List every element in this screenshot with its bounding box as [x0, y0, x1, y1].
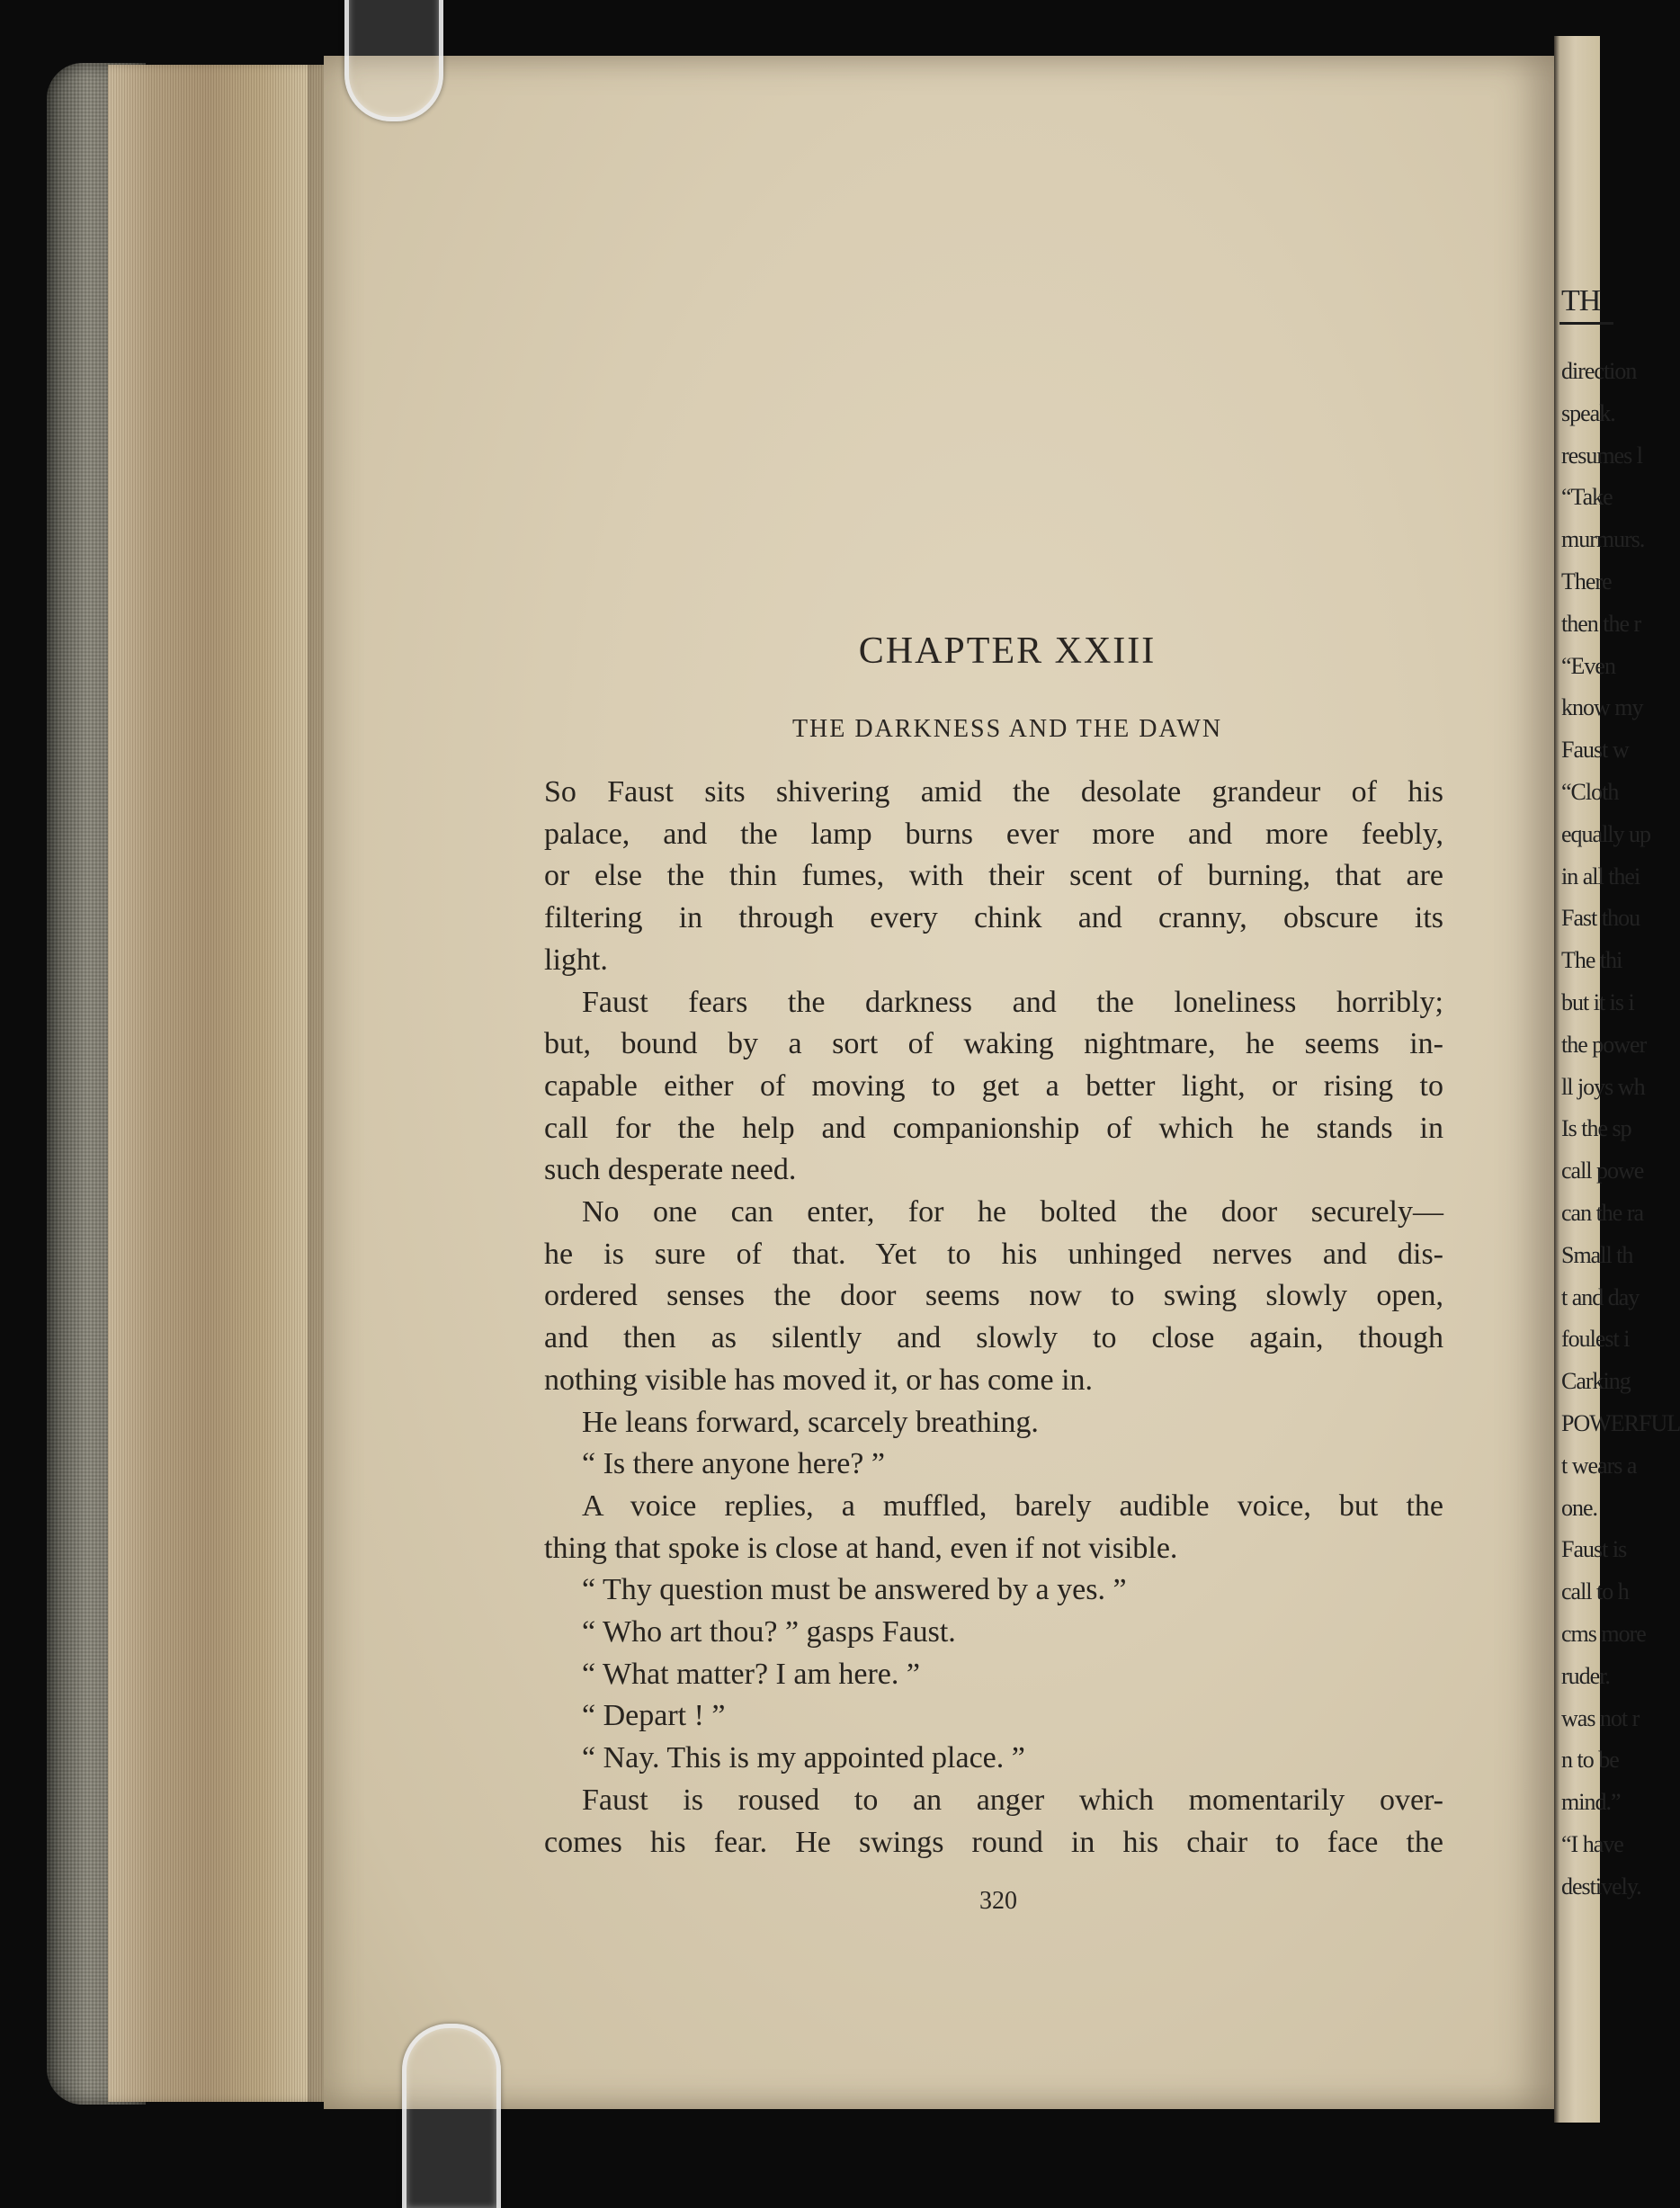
text-line: ordered senses the door seems now to swing slowly open,: [544, 1279, 1443, 1313]
text-line: So Faust sits shivering amid the desolate grandeur of his: [544, 775, 1443, 809]
text-line: “ Thy question must be answered by a yes. ”: [582, 1573, 1127, 1607]
facing-page-fragment: destively.: [1561, 1873, 1641, 1900]
text-line: No one can enter, for he bolted the door securely—: [582, 1195, 1443, 1229]
text-line: palace, and the lamp burns ever more and more feebly,: [544, 817, 1443, 851]
chapter-heading: CHAPTER XXIII: [858, 630, 1157, 672]
text-line: capable either of moving to get a better light, or rising to: [544, 1068, 1443, 1103]
facing-page-fragment: foulest i: [1561, 1326, 1630, 1353]
facing-page-fragment: then the r: [1561, 610, 1641, 637]
text-line: comes his fear. He swings round in his chair to face the: [544, 1825, 1443, 1859]
facing-page-fragment: cms more: [1561, 1621, 1646, 1647]
text-line: or else the thin fumes, with their scent of burning, that are: [544, 859, 1443, 893]
facing-page-fragment: Small th: [1561, 1241, 1633, 1268]
facing-page-fragment: murmurs.: [1561, 526, 1645, 553]
text-line: such desperate need.: [544, 1153, 797, 1187]
facing-page-fragment: There: [1561, 568, 1612, 594]
facing-page-fragment: Faust w: [1561, 737, 1629, 764]
page-number: 320: [979, 1887, 1017, 1915]
facing-page-fragment: know my: [1561, 694, 1643, 721]
text-line: nothing visible has moved it, or has come in.: [544, 1363, 1094, 1397]
facing-page-fragment: speak.: [1561, 399, 1615, 426]
text-line: Faust is roused to an anger which momentarily over-: [582, 1783, 1443, 1817]
facing-page-fragment: ruder.: [1561, 1662, 1610, 1689]
text-line: filtering in through every chink and cranny, obscure its: [544, 901, 1443, 935]
facing-page-fragment: in all thei: [1561, 863, 1640, 889]
facing-page-fragment: direction: [1561, 358, 1637, 384]
facing-page-fragment: call powe: [1561, 1158, 1644, 1184]
text-line: thing that spoke is close at hand, even if not visible.: [544, 1531, 1178, 1565]
facing-page: [1554, 36, 1680, 2123]
facing-page-fragment: “Take: [1561, 484, 1613, 511]
body-text: [544, 772, 1443, 1864]
text-line: “ What matter? I am here. ”: [582, 1657, 920, 1691]
text-line: “ Depart ! ”: [582, 1699, 726, 1733]
text-line: he is sure of that. Yet to his unhinged nerves and dis-: [544, 1237, 1443, 1271]
facing-page-fragment: the power: [1561, 1031, 1647, 1058]
facing-page-fragment: n to be: [1561, 1747, 1619, 1774]
page-edges: [108, 65, 328, 2102]
facing-page-fragment: t and day: [1561, 1283, 1640, 1310]
facing-page-fragment: mind.”: [1561, 1789, 1621, 1816]
facing-page-fragment: “I have: [1561, 1831, 1623, 1857]
page-clip-top: [344, 0, 443, 121]
facing-page-fragment: can the ra: [1561, 1200, 1644, 1226]
facing-page-fragment: “Even: [1561, 652, 1615, 679]
facing-page-fragment: resumes l: [1561, 442, 1642, 469]
facing-page-fragment: was not r: [1561, 1704, 1640, 1731]
facing-page-fragment: but it is i: [1561, 989, 1634, 1015]
facing-page-fragment: Faust is: [1561, 1536, 1627, 1563]
facing-page-fragment: one.: [1561, 1494, 1598, 1521]
text-line: He leans forward, scarcely breathing.: [582, 1405, 1039, 1439]
facing-page-fragment: Fast thou: [1561, 905, 1640, 932]
facing-page-fragment: POWERFUL: [1561, 1410, 1680, 1436]
facing-page-fragment: equally up: [1561, 820, 1651, 847]
text-line: and then as silently and slowly to close again, though: [544, 1321, 1443, 1355]
page-clip-bottom: [402, 2024, 501, 2208]
facing-page-fragment: ll joys wh: [1561, 1073, 1645, 1100]
text-line: “ Is there anyone here? ”: [582, 1447, 885, 1481]
facing-page-fragment: call to h: [1561, 1578, 1629, 1605]
text-line: “ Who art thou? ” gasps Faust.: [582, 1615, 956, 1649]
text-line: Faust fears the darkness and the loneliness horribly;: [582, 985, 1443, 1019]
text-line: but, bound by a sort of waking nightmare, he seems in-: [544, 1027, 1443, 1061]
facing-page-fragment: “Cloth: [1561, 779, 1619, 805]
facing-page-fragment: t wears a: [1561, 1452, 1637, 1479]
chapter-title: THE DARKNESS AND THE DAWN: [791, 715, 1223, 743]
facing-page-header: TH: [1561, 284, 1601, 317]
facing-page-fragment: Carking: [1561, 1368, 1631, 1395]
text-line: light.: [544, 943, 608, 977]
text-line: “ Nay. This is my appointed place. ”: [582, 1741, 1025, 1775]
text-line: A voice replies, a muffled, barely audible voice, but the: [582, 1488, 1443, 1523]
facing-page-rule: [1559, 322, 1613, 325]
text-line: call for the help and companionship of which he stands in: [544, 1111, 1443, 1145]
facing-page-fragment: The thi: [1561, 947, 1622, 974]
facing-page-fragment: Is the sp: [1561, 1115, 1631, 1142]
